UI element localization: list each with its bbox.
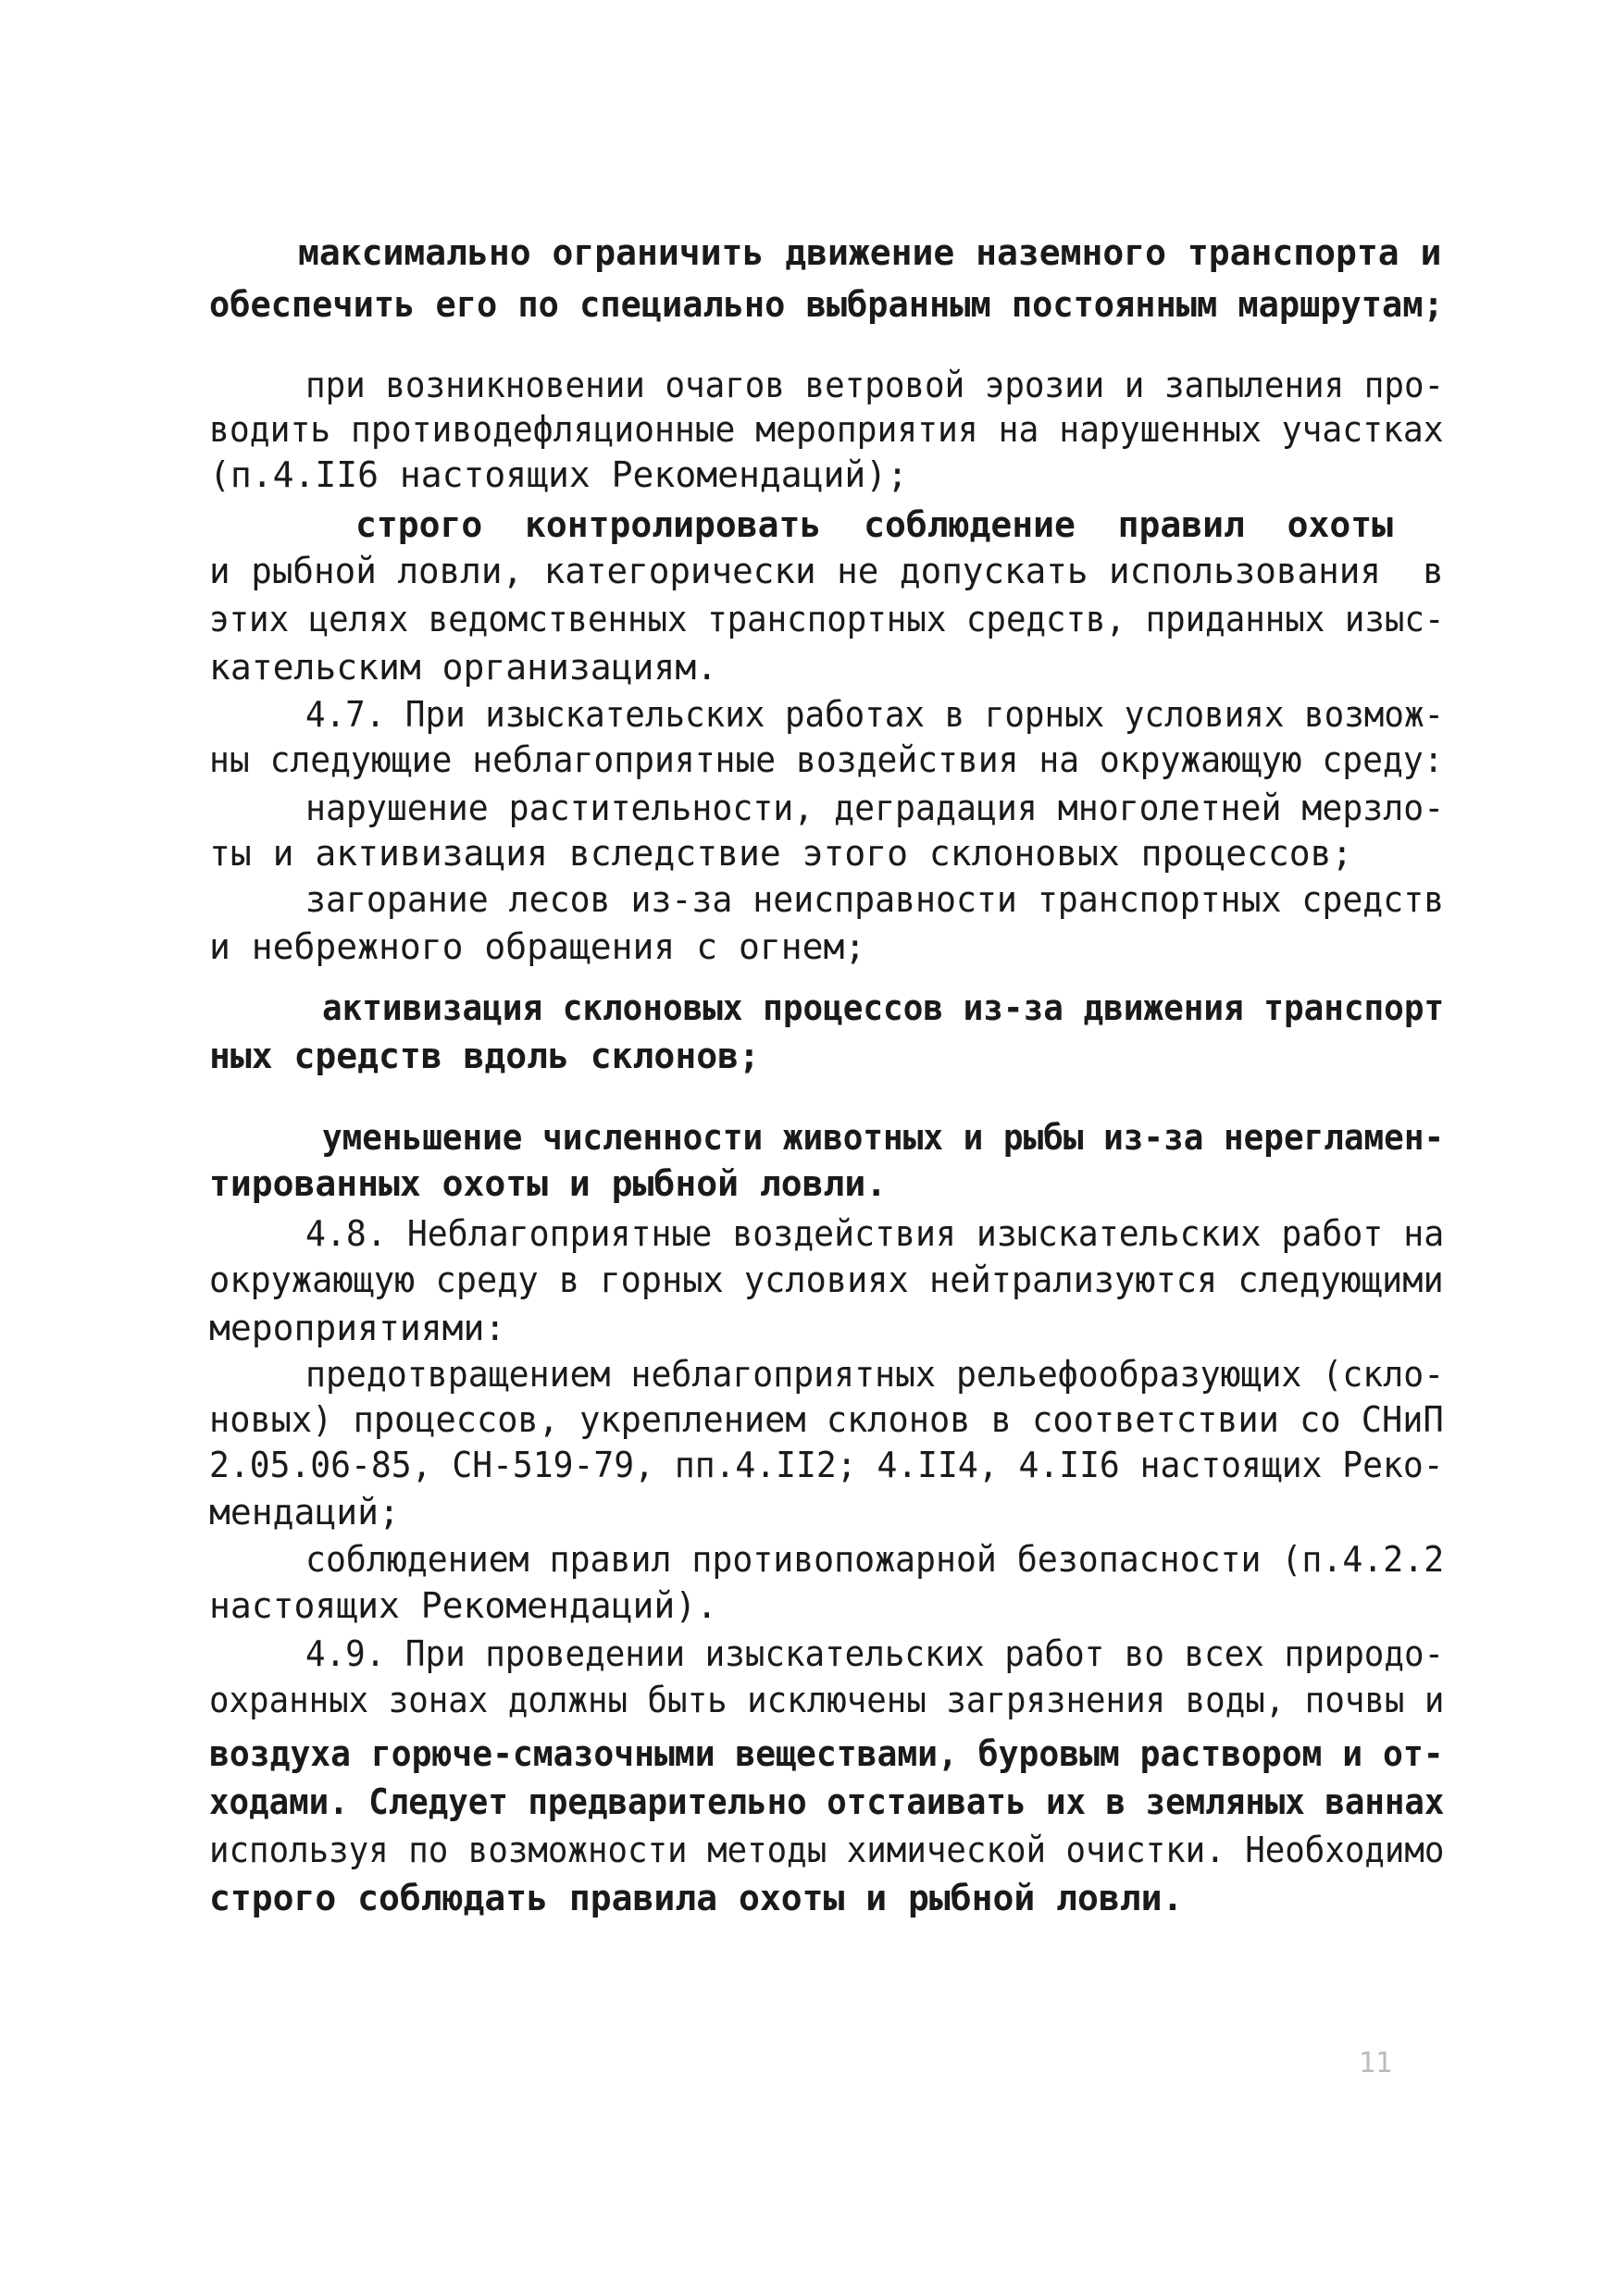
text-line: максимально ограничить движение наземного транспорта и (298, 232, 1442, 273)
text-line: и рыбной ловли, категорически не допускать использования в (209, 551, 1444, 591)
text-line: охранных зонах должны быть исключены загрязнения воды, почвы и (209, 1680, 1445, 1720)
text-line: активизация склоновых процессов из-за движения транспорт (322, 987, 1445, 1028)
text-line: предотвращением неблагоприятных рельефообразующих (скло- (305, 1354, 1445, 1395)
text-line: загорание лесов из-за неисправности транспортных средств (305, 879, 1445, 920)
text-line: строго контролировать соблюдение правил охоты (355, 504, 1394, 545)
text-line: настоящих Рекомендаций). (209, 1585, 718, 1626)
text-line: тированных охоты и рыбной ловли. (209, 1163, 888, 1204)
text-line: (п.4.II6 настоящих Рекомендаций); (209, 454, 908, 495)
text-line: этих целях ведомственных транспортных средств, приданных изыс- (209, 599, 1445, 639)
text-line: мероприятиями: (209, 1308, 506, 1348)
page-number: 11 (1359, 2047, 1393, 2079)
text-line: используя по возможности методы химической очистки. Необходимо (209, 1830, 1445, 1870)
text-line: окружающую среду в горных условиях нейтрализуются следующими (209, 1260, 1444, 1300)
text-line: уменьшение численности животных и рыбы из-за нерегламен- (322, 1117, 1445, 1158)
text-line: и небрежного обращения с огнем; (209, 926, 866, 967)
text-line: 4.8. Неблагоприятные воздействия изыскательских работ на (305, 1213, 1445, 1254)
text-line: 4.9. При проведении изыскательских работ во всех природо- (305, 1633, 1445, 1674)
text-line: 2.05.06-85, СН-519-79, пп.4.II2; 4.II4, 4.II6 настоящих Реко- (209, 1445, 1444, 1485)
text-line: новых) процессов, укреплением склонов в соответствии со СНиП (209, 1399, 1444, 1440)
text-line: ных средств вдоль склонов; (209, 1036, 760, 1076)
text-line: строго соблюдать правила охоты и рыбной ловли. (209, 1878, 1184, 1918)
text-line: мендаций; (209, 1492, 400, 1533)
text-line: нарушение растительности, деградация многолетней мерзло- (305, 788, 1445, 828)
text-line: ходами. Следует предварительно отстаивать их в земляных ваннах (209, 1781, 1445, 1822)
text-line: водить противодефляционные мероприятия на нарушенных участках (209, 409, 1444, 450)
text-line: обеспечить его по специально выбранным постоянным маршрутам; (209, 284, 1444, 325)
text-line: ты и активизация вследствие этого склоновых процессов; (209, 833, 1353, 874)
text-line: кательским организациям. (209, 647, 718, 688)
text-line: соблюдением правил противопожарной безопасности (п.4.2.2 (305, 1539, 1445, 1580)
text-line: ны следующие неблагоприятные воздействия на окружающую среду: (209, 739, 1444, 780)
text-line: воздуха горюче-смазочными веществами, буровым раствором и от- (209, 1733, 1444, 1774)
text-line: 4.7. При изыскательских работах в горных условиях возмож- (305, 694, 1445, 735)
text-line: при возникновении очагов ветровой эрозии и запыления про- (305, 365, 1445, 405)
